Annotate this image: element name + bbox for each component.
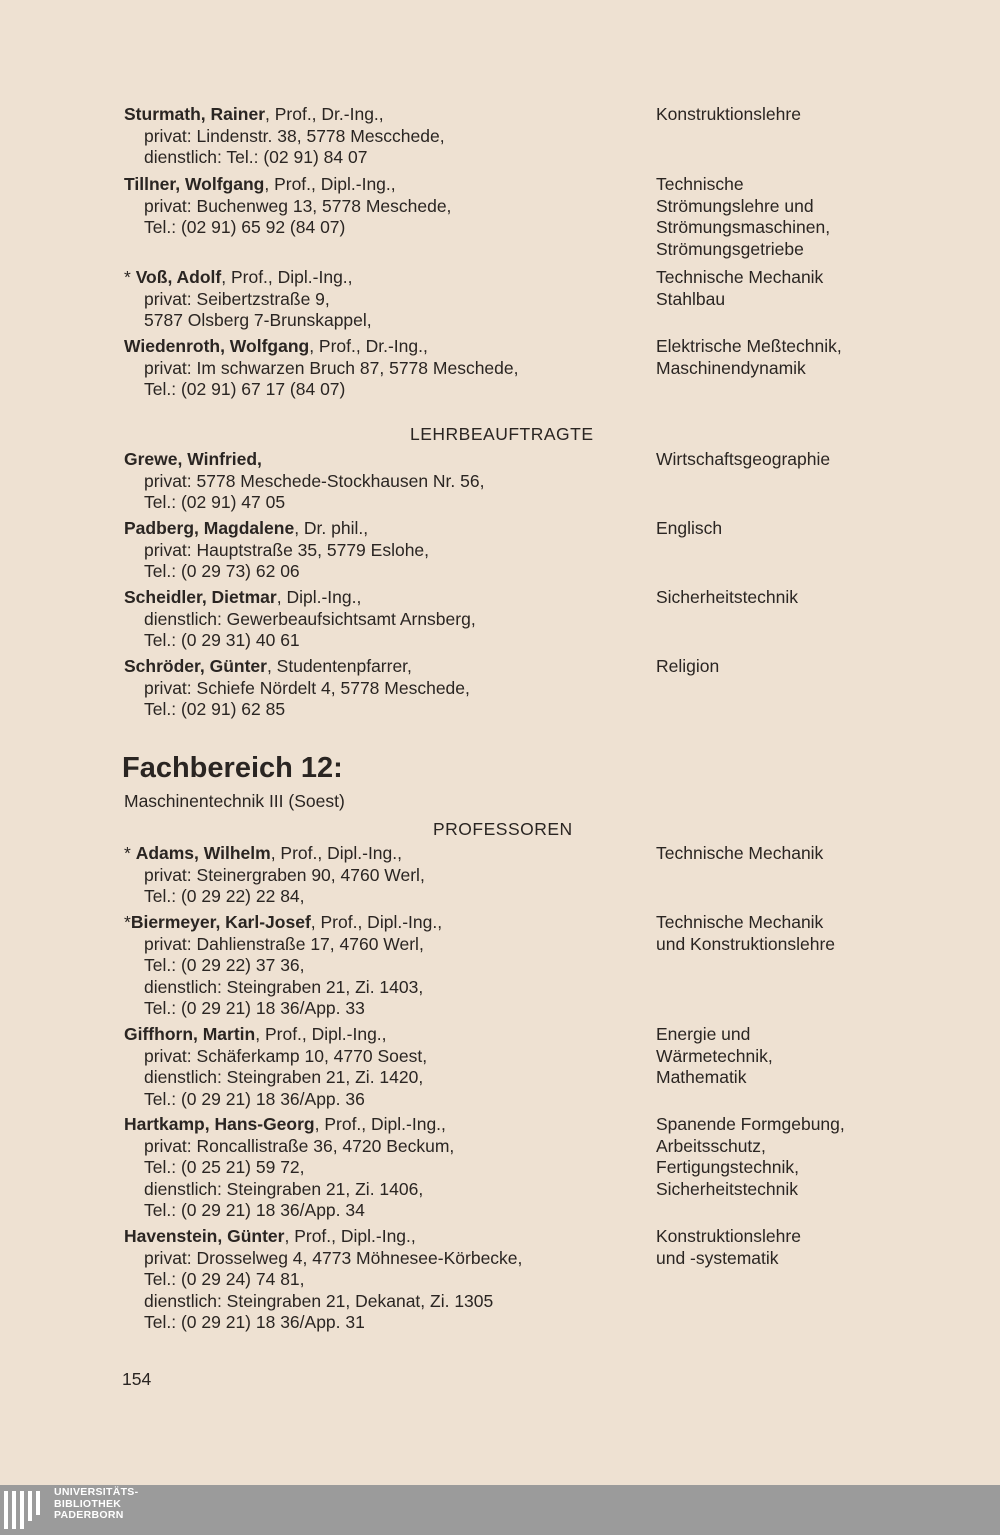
subject-line: Arbeitsschutz, bbox=[656, 1135, 766, 1156]
entry-heading bbox=[124, 336, 644, 358]
subject-line: und Konstruktionslehre bbox=[656, 933, 835, 954]
directory-entry bbox=[124, 1114, 644, 1222]
address-line: dienstlich: Steingraben 21, Zi. 1403, bbox=[144, 976, 424, 997]
person-title: , Prof., Dipl.-Ing., bbox=[314, 1114, 446, 1134]
entry-heading bbox=[124, 1114, 644, 1136]
address-line: Tel.: (0 29 73) 62 06 bbox=[144, 561, 300, 581]
person-name: Tillner, Wolfgang bbox=[124, 174, 265, 194]
person-name: Padberg, Magdalene bbox=[124, 518, 295, 538]
person-title: , Prof., Dipl.-Ing., bbox=[284, 1226, 416, 1246]
directory-entry bbox=[124, 843, 644, 908]
subject-area bbox=[656, 267, 956, 310]
person-name: Sturmath, Rainer bbox=[124, 104, 265, 124]
person-title: , Prof., Dipl.-Ing., bbox=[270, 843, 402, 863]
directory-entry bbox=[124, 174, 644, 239]
address-line: privat: Dahlienstraße 17, 4760 Werl, bbox=[144, 933, 424, 954]
subject-area bbox=[656, 336, 956, 379]
subject-line: Spanende Formgebung, bbox=[656, 1114, 845, 1134]
library-logo-text bbox=[54, 1487, 138, 1522]
directory-entry bbox=[124, 1226, 644, 1334]
address-line: privat: Im schwarzen Bruch 87, 5778 Meschede, bbox=[144, 357, 519, 378]
address-line: dienstlich: Steingraben 21, Dekanat, Zi. 1305 bbox=[144, 1290, 494, 1311]
subject-line: Strömungsmaschinen, bbox=[656, 217, 831, 237]
person-name: Voß, Adolf bbox=[135, 267, 222, 287]
address-line: Tel.: (0 29 21) 18 36/App. 31 bbox=[144, 1312, 365, 1332]
person-title: , Dr. phil., bbox=[294, 518, 369, 538]
subject-line: Wärmetechnik, bbox=[656, 1045, 773, 1066]
entry-heading bbox=[124, 267, 644, 289]
subject-line: Strömungslehre und bbox=[656, 195, 814, 216]
entry-heading bbox=[124, 912, 644, 934]
person-name: Grewe, Winfried, bbox=[124, 449, 262, 469]
subject-line: Technische Mechanik bbox=[656, 843, 824, 863]
address-line: privat: Roncallistraße 36, 4720 Beckum, bbox=[144, 1135, 455, 1156]
directory-entry bbox=[124, 449, 644, 514]
address-line: Tel.: (0 29 21) 18 36/App. 34 bbox=[144, 1200, 365, 1220]
address-line: Tel.: (0 29 31) 40 61 bbox=[144, 630, 300, 650]
subject-line: Strömungsgetriebe bbox=[656, 238, 804, 259]
subject-line: Fertigungstechnik, bbox=[656, 1157, 799, 1177]
subject-area bbox=[656, 587, 956, 609]
subject-area bbox=[656, 174, 956, 260]
entry-star-marker: * bbox=[124, 843, 136, 863]
subject-line: und -systematik bbox=[656, 1247, 779, 1268]
entry-star-marker: * bbox=[124, 912, 131, 932]
directory-entry bbox=[124, 656, 644, 721]
subject-area bbox=[656, 656, 956, 678]
person-name: Biermeyer, Karl-Josef bbox=[130, 912, 311, 932]
address-line: privat: Schiefe Nördelt 4, 5778 Meschede, bbox=[144, 677, 470, 698]
person-name: Hartkamp, Hans-Georg bbox=[124, 1114, 315, 1134]
fachbereich-title: Fachbereich 12: bbox=[122, 752, 343, 784]
address-line: privat: Lindenstr. 38, 5778 Mescchede, bbox=[144, 125, 445, 146]
address-line: Tel.: (0 29 22) 37 36, bbox=[144, 955, 305, 975]
address-line: privat: Steinergraben 90, 4760 Werl, bbox=[144, 864, 425, 885]
subject-area bbox=[656, 1024, 956, 1089]
directory-entry bbox=[124, 587, 644, 652]
address-line: Tel.: (02 91) 62 85 bbox=[144, 699, 286, 719]
directory-entry bbox=[124, 267, 644, 332]
address-line: Tel.: (0 29 24) 74 81, bbox=[144, 1269, 305, 1289]
entry-star-marker: * bbox=[124, 267, 136, 287]
entry-heading bbox=[124, 1024, 644, 1046]
person-title: , Prof., Dr.-Ing., bbox=[265, 104, 384, 124]
subject-line: Maschinendynamik bbox=[656, 357, 806, 378]
address-line: Tel.: (02 91) 65 92 (84 07) bbox=[144, 217, 346, 237]
subject-area bbox=[656, 449, 956, 471]
address-line: dienstlich: Steingraben 21, Zi. 1406, bbox=[144, 1178, 424, 1199]
entry-heading bbox=[124, 104, 644, 126]
person-title: , Studentenpfarrer, bbox=[266, 656, 412, 676]
address-line: privat: Schäferkamp 10, 4770 Soest, bbox=[144, 1045, 428, 1066]
subject-area bbox=[656, 1226, 956, 1269]
entry-heading bbox=[124, 518, 644, 540]
address-line: 5787 Olsberg 7-Brunskappel, bbox=[144, 310, 372, 330]
subject-line: Elektrische Meßtechnik, bbox=[656, 336, 842, 356]
subject-area bbox=[656, 518, 956, 540]
directory-entry bbox=[124, 912, 644, 1020]
address-line: Tel.: (0 29 21) 18 36/App. 33 bbox=[144, 998, 365, 1018]
subject-line: Stahlbau bbox=[656, 288, 726, 309]
directory-entry bbox=[124, 518, 644, 583]
entry-heading bbox=[124, 843, 644, 865]
address-line: privat: 5778 Meschede-Stockhausen Nr. 56, bbox=[144, 470, 485, 491]
professoren-heading: PROFESSOREN bbox=[433, 819, 573, 839]
fachbereich-subtitle: Maschinentechnik III (Soest) bbox=[124, 791, 345, 811]
subject-line: Konstruktionslehre bbox=[656, 1226, 801, 1246]
person-name: Schröder, Günter bbox=[124, 656, 267, 676]
address-line: privat: Hauptstraße 35, 5779 Eslohe, bbox=[144, 539, 430, 560]
entry-heading bbox=[124, 449, 644, 471]
address-line: privat: Seibertzstraße 9, bbox=[144, 288, 330, 309]
address-line: dienstlich: Steingraben 21, Zi. 1420, bbox=[144, 1067, 424, 1087]
entry-heading bbox=[124, 1226, 644, 1248]
address-line: Tel.: (02 91) 67 17 (84 07) bbox=[144, 379, 346, 399]
subject-line: Englisch bbox=[656, 518, 723, 538]
entry-heading bbox=[124, 587, 644, 609]
logo-line: BIBLIOTHEK bbox=[54, 1497, 122, 1510]
page-number: 154 bbox=[122, 1369, 152, 1389]
address-line: dienstlich: Tel.: (02 91) 84 07 bbox=[144, 147, 368, 167]
person-title: , Dipl.-Ing., bbox=[276, 587, 362, 607]
logo-line: PADERBORN bbox=[54, 1509, 124, 1521]
person-name: Wiedenroth, Wolfgang bbox=[124, 336, 310, 356]
library-logo-icon bbox=[4, 1491, 48, 1529]
address-line: privat: Buchenweg 13, 5778 Meschede, bbox=[144, 195, 452, 216]
person-name: Adams, Wilhelm bbox=[135, 843, 271, 863]
person-title: , Prof., Dipl.-Ing., bbox=[310, 912, 443, 932]
address-line: Tel.: (0 29 21) 18 36/App. 36 bbox=[144, 1088, 365, 1109]
person-name: Giffhorn, Martin bbox=[124, 1024, 256, 1044]
subject-area bbox=[656, 1114, 956, 1200]
subject-line: Mathematik bbox=[656, 1067, 747, 1087]
address-line: Tel.: (0 25 21) 59 72, bbox=[144, 1157, 305, 1177]
entry-heading bbox=[124, 656, 644, 678]
subject-line: Religion bbox=[656, 656, 720, 676]
person-title: , Prof., Dipl.-Ing., bbox=[221, 267, 353, 287]
subject-line: Sicherheitstechnik bbox=[656, 587, 799, 607]
subject-area bbox=[656, 912, 956, 955]
address-line: Tel.: (02 91) 47 05 bbox=[144, 492, 286, 512]
person-name: Scheidler, Dietmar bbox=[124, 587, 277, 607]
subject-line: Technische Mechanik bbox=[656, 267, 824, 287]
subject-line: Wirtschaftsgeographie bbox=[656, 449, 831, 469]
lehrbeauftragte-heading: LEHRBEAUFTRAGTE bbox=[410, 424, 594, 444]
subject-line: Energie und bbox=[656, 1024, 751, 1044]
subject-line: Technische Mechanik bbox=[656, 912, 824, 932]
subject-area bbox=[656, 843, 956, 865]
entry-heading bbox=[124, 174, 644, 196]
directory-entry bbox=[124, 1024, 644, 1110]
logo-line: UNIVERSITÄTS- bbox=[54, 1486, 139, 1498]
subject-area bbox=[656, 104, 956, 126]
address-line: privat: Drosselweg 4, 4773 Möhnesee-Körbecke, bbox=[144, 1247, 523, 1268]
directory-entry bbox=[124, 336, 644, 401]
subject-line: Technische bbox=[656, 174, 744, 194]
library-footer-bar bbox=[0, 1485, 1000, 1535]
person-title: , Prof., Dipl.-Ing., bbox=[264, 174, 396, 194]
address-line: Tel.: (0 29 22) 22 84, bbox=[144, 886, 305, 906]
person-title: , Prof., Dipl.-Ing., bbox=[255, 1024, 387, 1044]
subject-line: Konstruktionslehre bbox=[656, 104, 801, 124]
person-name: Havenstein, Günter bbox=[124, 1226, 285, 1246]
subject-line: Sicherheitstechnik bbox=[656, 1178, 799, 1199]
directory-entry bbox=[124, 104, 644, 169]
person-title: , Prof., Dr.-Ing., bbox=[309, 336, 428, 356]
address-line: dienstlich: Gewerbeaufsichtsamt Arnsberg, bbox=[144, 608, 476, 629]
